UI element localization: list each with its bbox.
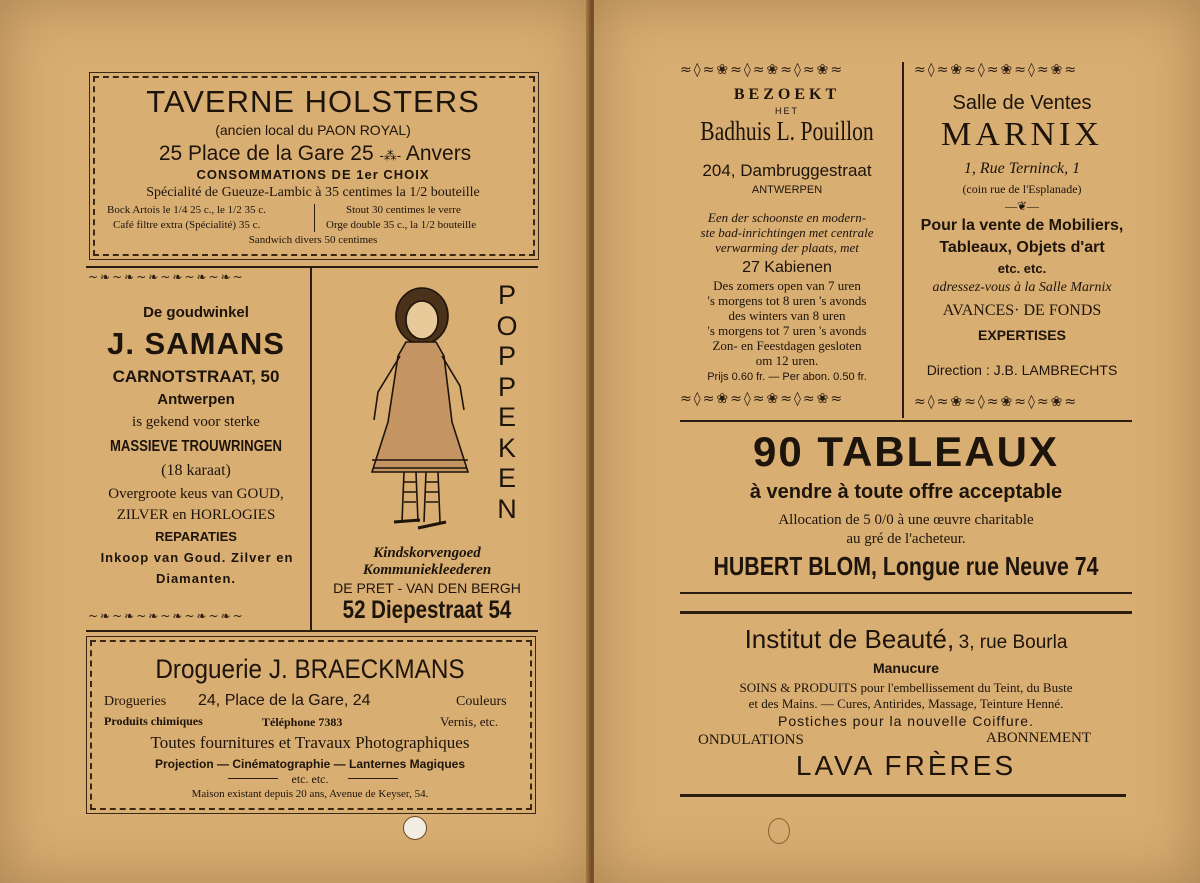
marnix-pour1: Pour la vente de Mobiliers,	[920, 217, 1124, 234]
beaute-postiches: Postiches pour la nouvelle Coiffure.	[778, 713, 1034, 729]
beaute-title: Institut de Beauté,	[744, 624, 955, 654]
samans-massieve: MASSIEVE TROUWRINGEN	[109, 438, 283, 455]
pouillon-desc3: verwarming der plaats, met	[715, 240, 859, 255]
right-page	[594, 0, 1200, 883]
tableaux-subtitle: à vendre à toute offre acceptable	[749, 481, 1063, 503]
taverne-cafe: Café filtre extra (Spécialité) 35 c.	[113, 219, 261, 231]
beaute-signature: LAVA FRÈRES	[795, 750, 1017, 781]
poppeken-letter: P	[497, 280, 516, 310]
samans-inkoop: Inkoop van Goud. Zilver en	[100, 550, 294, 565]
marnix-top-ornament: ≈◊≈❀≈◊≈❀≈◊≈❀≈	[914, 62, 1079, 78]
braeckmans-maison: Maison existant depuis 20 ans, Avenue de Keyser, 54.	[191, 788, 429, 800]
samans-intro: De goudwinkel	[143, 304, 249, 321]
pouillon-kabienen: 27 Kabienen	[742, 259, 832, 276]
pouillon-desc2: ste bad-inrichtingen met centrale	[700, 225, 874, 240]
poppeken-letter: N	[497, 493, 517, 524]
tableaux-title: 90 TABLEAUX	[753, 428, 1059, 475]
pouillon-hours1: Des zomers open van 7 uren	[713, 278, 861, 293]
samans-keus: Overgroote keus van GOUD,	[108, 486, 284, 502]
braeckmans-projection: Projection — Cinématographie — Lanternes Magiques	[154, 757, 466, 771]
taverne-consommations: CONSOMMATIONS DE 1er CHOIX	[196, 167, 430, 182]
marnix-bottom-ornament: ≈◊≈❀≈◊≈❀≈◊≈❀≈	[914, 394, 1079, 410]
pouillon-hours3: des winters van 8 uren	[728, 308, 846, 323]
braeckmans-address: 24, Place de la Gare, 24	[198, 692, 371, 709]
poppeken-line2: Kommuniekleederen	[362, 562, 492, 578]
braeckmans-drogueries: Drogueries	[104, 694, 167, 709]
left-horizontal-rule-bottom	[86, 630, 538, 632]
tableaux-allocation1: Allocation de 5 0/0 à une œuvre charitable	[778, 512, 1034, 528]
right-horizontal-rule-bottom	[680, 794, 1126, 797]
marnix-adressez: adressez-vous à la Salle Marnix	[932, 280, 1112, 295]
taverne-address-right: Anvers	[405, 142, 472, 165]
samans-zilver: ZILVER en HORLOGIES	[116, 507, 276, 523]
marnix-name: MARNIX	[941, 116, 1103, 153]
left-vertical-rule	[310, 268, 312, 630]
pouillon-hours4: 's morgens tot 7 uren 's avonds	[707, 323, 867, 338]
pouillon-desc1: Een der schoonste en modern-	[707, 210, 867, 225]
beaute-title-line	[680, 624, 1132, 655]
pouillon-name: Badhuis L. Pouillon	[700, 116, 874, 146]
braeckmans-etc: etc. etc.	[291, 772, 329, 786]
pouillon-hours2: 's morgens tot 8 uren 's avonds	[707, 293, 867, 308]
poppeken-shop: DE PRET - VAN DEN BERGH	[333, 580, 521, 596]
taverne-specialite: Spécialité de Gueuze-Lambic à 35 centimes la 1/2 bouteille	[146, 185, 480, 200]
samans-bottom-ornament: ~❧~❧~❧~❧~❧~❧~	[88, 609, 245, 623]
pouillon-het: HET	[775, 106, 799, 116]
pouillon-prijs: Prijs 0.60 fr. — Per abon. 0.50 fr.	[707, 371, 867, 383]
right-horizontal-rule-top	[680, 420, 1132, 422]
pouillon-city: ANTWERPEN	[751, 184, 823, 196]
beaute-soins2: et des Mains. — Cures, Antirides, Massage, Teinture Henné.	[748, 696, 1064, 711]
braeckmans-fournitures: Toutes fournitures et Travaux Photographiques	[150, 733, 470, 752]
braeckmans-produits: Produits chimiques	[104, 714, 203, 728]
marnix-direction: Direction : J.B. LAMBRECHTS	[926, 362, 1118, 378]
braeckmans-title: Droguerie J. BRAECKMANS	[155, 654, 465, 684]
pouillon-bottom-ornament: ≈◊≈❀≈◊≈❀≈◊≈❀≈	[680, 391, 845, 407]
marnix-avances: AVANCES· DE FONDS	[942, 302, 1102, 319]
poppeken-letter: O	[496, 310, 518, 341]
samans-reparaties: REPARATIES	[155, 529, 237, 544]
braeckmans-small-rule	[348, 778, 398, 779]
right-double-rule	[680, 611, 1132, 614]
taverne-bock: Bock Artois le 1/4 25 c., le 1/2 35 c.	[107, 204, 266, 216]
samans-street: CARNOTSTRAAT, 50	[112, 367, 280, 386]
left-horizontal-rule-top	[86, 266, 538, 268]
taverne-address-left: 25 Place de la Gare 25	[158, 142, 374, 165]
beaute-abonnement: ABONNEMENT	[986, 730, 1091, 746]
beaute-soins1: SOINS & PRODUITS pour l'embellissement du Teint, du Buste	[739, 680, 1073, 695]
pouillon-hours6: om 12 uren.	[755, 353, 819, 368]
marnix-etc: etc. etc.	[997, 261, 1047, 276]
samans-karaat: (18 karaat)	[161, 462, 231, 479]
pouillon-bezoekt: BEZOEKT	[733, 86, 841, 103]
beaute-address: 3, rue Bourla	[958, 632, 1068, 653]
samans-known: is gekend voor sterke	[132, 414, 260, 430]
braeckmans-vernis: Vernis, etc.	[440, 714, 499, 729]
right-double-rule	[680, 592, 1132, 594]
marnix-pour2: Tableaux, Objets d'art	[939, 239, 1105, 256]
marnix-coin: (coin rue de l'Esplanade)	[962, 182, 1082, 196]
samans-diamanten: Diamanten.	[155, 571, 237, 586]
braeckmans-small-rule	[228, 778, 278, 779]
tableaux-contact: HUBERT BLOM, Longue rue Neuve 74	[713, 551, 1099, 581]
left-page	[0, 0, 590, 883]
binding-hole-left	[403, 816, 427, 840]
right-vertical-rule	[902, 62, 904, 418]
beaute-manucure: Manucure	[872, 660, 940, 676]
marnix-divider: —❦—	[1004, 199, 1040, 213]
samans-city: Antwerpen	[157, 391, 235, 408]
poppeken-address: 52 Diepestraat 54	[342, 596, 512, 624]
marnix-expertises: EXPERTISES	[978, 327, 1066, 343]
taverne-address-separator: -⁂-	[379, 148, 402, 163]
samans-top-ornament: ~❧~❧~❧~❧~❧~❧~	[88, 270, 245, 284]
poppeken-letter: K	[497, 432, 516, 463]
taverne-column-divider	[314, 204, 315, 232]
marnix-salle: Salle de Ventes	[952, 92, 1092, 114]
pouillon-street: 204, Dambruggestraat	[702, 161, 872, 180]
tableaux-allocation2: au gré de l'acheteur.	[846, 531, 966, 547]
binding-hole-right	[768, 818, 790, 844]
poppeken-letter: P	[497, 371, 516, 402]
pouillon-top-ornament: ≈◊≈❀≈◊≈❀≈◊≈❀≈	[680, 62, 845, 78]
taverne-orge: Orge double 35 c., la 1/2 bouteille	[326, 219, 477, 231]
poppeken-letter: P	[497, 341, 516, 371]
doll-illustration	[360, 282, 480, 542]
poppeken-letter: E	[497, 463, 516, 493]
beaute-ondulations: ONDULATIONS	[698, 732, 804, 748]
pouillon-hours5: Zon- en Feestdagen gesloten	[712, 338, 862, 353]
taverne-subtitle: (ancien local du PAON ROYAL)	[215, 122, 411, 138]
braeckmans-telephone: Téléphone 7383	[262, 715, 343, 729]
taverne-sandwich: Sandwich divers 50 centimes	[248, 234, 378, 246]
poppeken-letter: E	[497, 402, 516, 432]
samans-name: J. SAMANS	[107, 326, 285, 361]
braeckmans-couleurs: Couleurs	[456, 694, 507, 709]
taverne-title: TAVERNE HOLSTERS	[146, 84, 480, 119]
poppeken-vertical-title	[490, 280, 524, 524]
poppeken-line1: Kindskorvengoed	[373, 545, 481, 561]
taverne-stout: Stout 30 centimes le verre	[346, 204, 461, 216]
taverne-address	[100, 142, 530, 166]
marnix-address: 1, Rue Terninck, 1	[963, 160, 1081, 177]
